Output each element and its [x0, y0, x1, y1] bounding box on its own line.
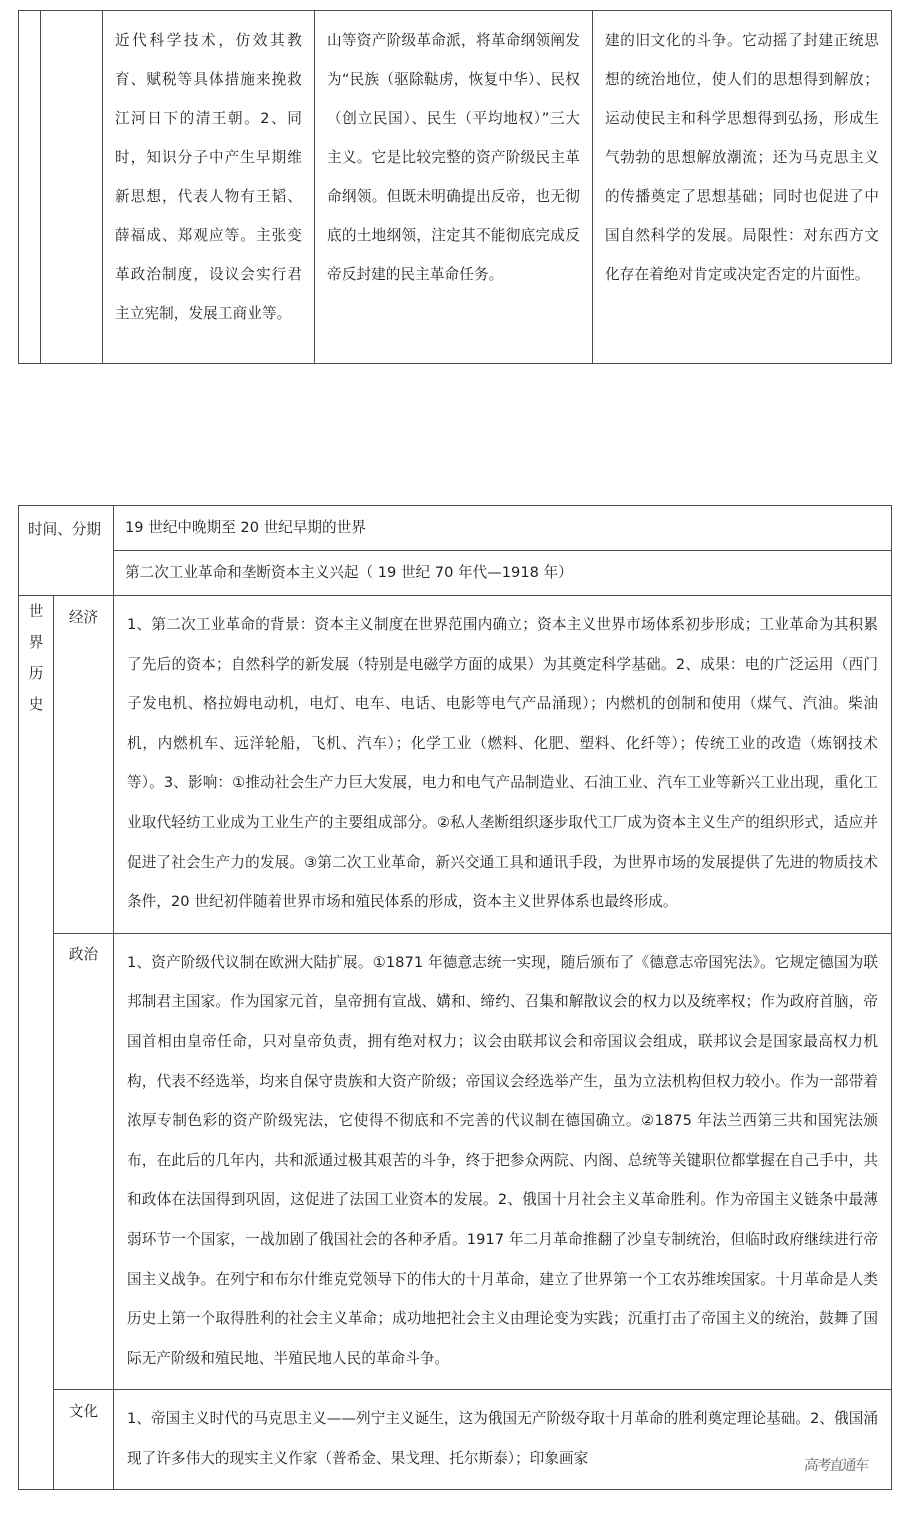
continued-cell-new-culture-text: 建的旧文化的斗争。它动摇了封建正统思想的统治地位，使人们的思想得到解放；运动使民主和科学思想得到弘扬，形成生气勃勃的思想解放潮流；还为马克思主义的传播奠定了思想基础；同时也促进了中国自然科学的发展。局限性：对东西方文化存在着绝对肯定或决定否定的片面性。: [605, 32, 879, 283]
continued-cell-revolution: [315, 11, 593, 364]
row-label-economy-text: 经济: [68, 608, 99, 626]
overlap-watermark-text: 高考直通车: [803, 1456, 868, 1474]
table-row-header-period-1: [19, 506, 892, 551]
section-label-char-0: 世: [28, 603, 44, 620]
continued-cell-reform-text: 近代科学技术，仿效其教育、赋税等具体措施来挽救江河日下的清王朝。2、同时，知识分子中产生早期维新思想，代表人物有王韬、薛福成、郑观应等。主张变革政治制度，设议会实行君主立宪制，发展工商业等。: [115, 32, 302, 322]
section-label-world-history: [19, 596, 54, 1490]
row-label-culture: [54, 1390, 114, 1490]
header-period-era: [114, 506, 892, 551]
continued-cell-spacer-1: [19, 11, 41, 364]
continued-cell-revolution-text: 山等资产阶级革命派，将革命纲领阐发为“民族（驱除鞑虏，恢复中华）、民权（创立民国）、民生（平均地权）”三大主义。它是比较完整的资产阶级民主革命纲领。但既未明确提出反帝，也无彻底的土地纲领，注定其不能彻底完成反帝反封建的民主革命任务。: [327, 32, 580, 283]
row-content-culture: [114, 1390, 892, 1490]
world-history-table-wrapper: [18, 505, 891, 1490]
continued-cell-new-culture: [593, 11, 892, 364]
table-row-economy: [19, 596, 892, 934]
continued-table: [18, 10, 892, 364]
continued-table-wrapper: [18, 10, 891, 364]
header-period-theme-text: 第二次工业革命和垄断资本主义兴起（ 19 世纪 70 年代—1918 年）: [125, 564, 573, 581]
row-content-economy: [114, 596, 892, 934]
row-content-culture-text: 1、帝国主义时代的马克思主义——列宁主义诞生，这为俄国无产阶级夺取十月革命的胜利奠定理论基础。2、俄国涌现了许多伟大的现实主义作家（普希金、果戈理、托尔斯泰）；印象画家: [127, 1410, 879, 1467]
section-label-char-1: 界: [28, 634, 44, 651]
header-period-era-text: 19 世纪中晚期至 20 世纪早期的世界: [125, 519, 366, 536]
table-row-politics: [19, 933, 892, 1390]
row-label-economy: [54, 596, 114, 934]
continued-cell-spacer-2-text: [41, 11, 102, 363]
header-label-time-period-text: 时间、分期: [28, 521, 101, 538]
table-row-header-period-2: [19, 551, 892, 596]
row-content-economy-text: 1、第二次工业革命的背景：资本主义制度在世界范围内确立；资本主义世界市场体系初步形成；工业革命为其积累了先后的资本；自然科学的新发展（特别是电磁学方面的成果）为其奠定科学基础。2、成果：电的广泛运用（西门子发电机、格拉姆电动机，电灯、电车、电话、电影等电气产品涌现）；内燃机的创制和使用（煤气、汽油。柴油机，内燃机车、远洋轮船，飞机、汽车）；化学工业（燃料、化肥、塑料、化纤等）；传统工业的改造（炼钢技术等）。3、影响：①推动社会生产力巨大发展，电力和电气产品制造业、石油工业、汽车工业等新兴工业出现，重化工业取代轻纺工业成为工业生产的主要组成部分。②私人垄断组织逐步取代工厂成为资本主义生产的组织形式，适应并促进了社会生产力的发展。③第二次工业革命，新兴交通工具和通讯手段，为世界市场的发展提供了先进的物质技术条件，20 世纪初伴随着世界市场和殖民体系的形成，资本主义世界体系也最终形成。: [127, 616, 879, 911]
world-history-table: [18, 505, 892, 1490]
continued-cell-reform: [103, 11, 315, 364]
continued-cell-spacer-2: [41, 11, 103, 364]
row-content-politics: [114, 933, 892, 1390]
header-label-time-period: [19, 506, 114, 596]
section-label-char-2: 历: [28, 665, 44, 682]
row-label-politics: [54, 933, 114, 1390]
continued-cell-spacer-1-text: [19, 11, 43, 363]
row-label-politics-text: 政治: [68, 946, 99, 964]
header-period-theme: [114, 551, 892, 596]
table-row-culture: [19, 1390, 892, 1490]
row-content-politics-text: 1、资产阶级代议制在欧洲大陆扩展。①1871 年德意志统一实现，随后颁布了《德意志帝国宪法》。它规定德国为联邦制君主国家。作为国家元首，皇帝拥有宣战、媾和、缔约、召集和解散议会的权力以及统率权；作为政府首脑，帝国首相由皇帝任命，只对皇帝负责，拥有绝对权力；议会由联邦议会和帝国议会组成，联邦议会是国家最高权力机构，代表不经选举，均来自保守贵族和大资产阶级；帝国议会经选举产生，虽为立法机构但权力较小。作为一部带着浓厚专制色彩的资产阶级宪法，它使得不彻底和不完善的代议制在德国确立。②1875 年法兰西第三共和国宪法颁布，在此后的几年内，共和派通过极其艰苦的斗争，终于把参众两院、内阁、总统等关键职位都掌握在自己手中，共和政体在法国得到巩固，这促进了法国工业资本的发展。2、俄国十月社会主义革命胜利。作为帝国主义链条中最薄弱环节一个国家，一战加剧了俄国社会的各种矛盾。1917 年二月革命推翻了沙皇专制统治，但临时政府继续进行帝国主义战争。在列宁和布尔什维克党领导下的伟大的十月革命，建立了世界第一个工农苏维埃国家。十月革命是人类历史上第一个取得胜利的社会主义革命；成功地把社会主义由理论变为实践；沉重打击了帝国主义的统治，鼓舞了国际无产阶级和殖民地、半殖民地人民的革命斗争。: [127, 953, 879, 1367]
table-row: [19, 11, 892, 364]
row-label-culture-text: 文化: [68, 1402, 99, 1420]
section-label-char-3: 史: [28, 696, 44, 713]
section-label-world-history-stack: [19, 596, 53, 720]
